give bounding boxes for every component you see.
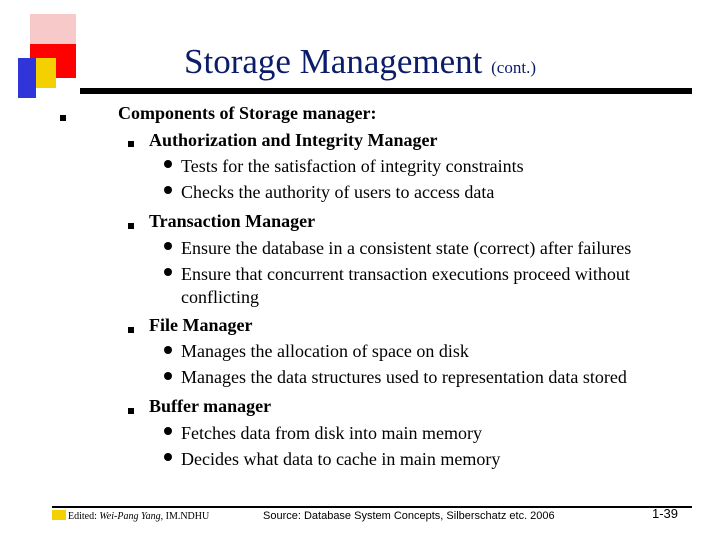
footer-source: Source: Database System Concepts, Silberschatz etc. 2006 [263,510,555,522]
footer-author: Wei-Pang Yang [99,511,161,522]
bullet-dot-icon [164,268,172,276]
item-cache-decision: Decides what data to cache in main memory [181,449,501,469]
bullet-square-icon [128,408,134,414]
bullet-square-icon [128,141,134,147]
bullet-dot-icon [164,372,172,380]
item-data-structures: Manages the data structures used to representation data stored [181,367,627,387]
footer-yellow-bar [52,510,66,520]
bullet-dot-icon [164,346,172,354]
bullet-dot-icon [164,186,172,194]
bullet-square-icon [128,327,134,333]
footer-rule [52,506,692,508]
bullet-dot-icon [164,160,172,168]
bullet-dot-icon [164,427,172,435]
bullet-square-icon [60,115,66,121]
item-integrity-constraints: Tests for the satisfaction of integrity constraints [181,156,524,176]
item-concurrent-executions: Ensure that concurrent transaction executions proceed without [181,264,630,284]
footer-page-number: 1-39 [652,506,679,521]
bullet-square-icon [128,223,134,229]
item-concurrent-continuation: conflicting [181,287,259,307]
section-transaction: Transaction Manager [149,211,316,231]
footer-edited [68,511,209,522]
section-authorization: Authorization and Integrity Manager [149,130,438,150]
section-buffer-manager: Buffer manager [149,396,272,416]
footer-affiliation: , IM.NDHU [160,511,210,522]
heading-components: Components of Storage manager: [118,103,377,123]
bullet-dot-icon [164,453,172,461]
section-file-manager: File Manager [149,315,253,335]
item-authority-check: Checks the authority of users to access data [181,182,495,202]
slide-title-suffix: (cont.) [491,58,536,77]
bullet-dot-icon [164,242,172,250]
item-fetch-data: Fetches data from disk into main memory [181,423,482,443]
item-consistent-state: Ensure the database in a consistent state (correct) after failures [181,238,632,258]
footer-edited-prefix: Edited: [68,511,100,522]
slide-title-text: Storage Management [184,42,483,81]
item-space-allocation: Manages the allocation of space on disk [181,341,469,361]
